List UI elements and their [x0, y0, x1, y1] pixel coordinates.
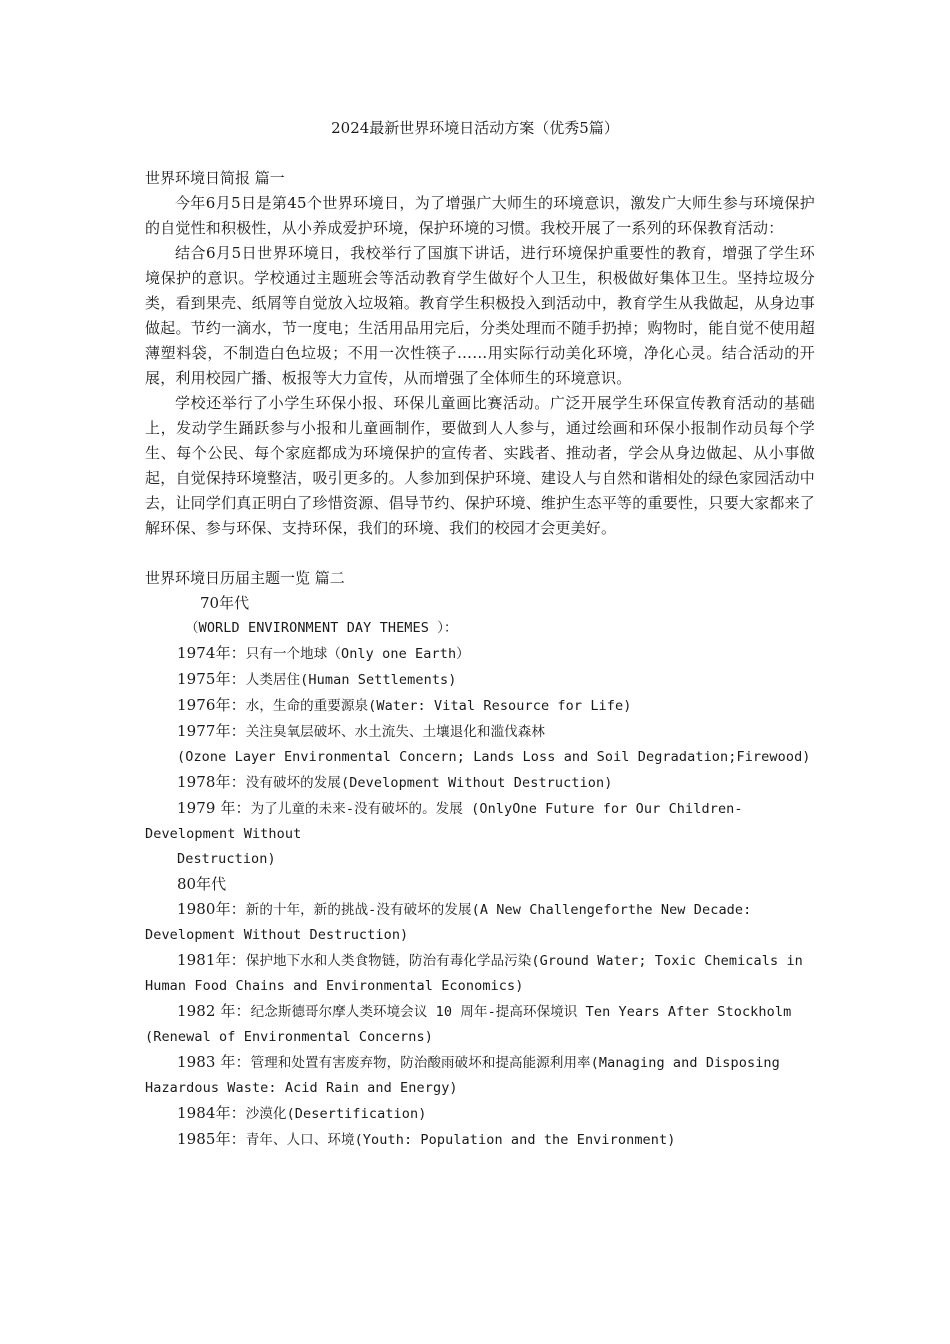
decade-heading-80s: 80年代	[177, 875, 227, 893]
spacer	[145, 541, 815, 566]
theme-text: 关注臭氧层破坏、水土流失、土壤退化和滥伐森林	[245, 724, 545, 740]
themes-label: （WORLD ENVIRONMENT DAY THEMES ）：	[185, 620, 458, 636]
theme-item	[145, 897, 815, 948]
theme-text-continued: Destruction)	[177, 851, 276, 867]
paragraph: 今年6月5日是第45个世界环境日，为了增强广大师生的环境意识，激发广大师生参与环境保护的自觉性和积极性，从小养成爱护环境，保护环境的习惯。我校开展了一系列的环保教育活动：	[145, 194, 815, 237]
theme-text: 管理和处置有害废弃物，防治酸雨破坏和提高能源利用率(Managing and Disposing Hazardous Waste: Acid Rain and Energy)	[145, 1055, 780, 1096]
theme-year: 1985年：	[177, 1130, 246, 1148]
theme-item	[145, 796, 815, 847]
theme-text: 沙漠化(Desertification)	[245, 1106, 427, 1122]
theme-text: 水，生命的重要源泉(Water: Vital Resource for Life)	[245, 698, 632, 714]
theme-item	[145, 719, 815, 745]
document-title: 2024最新世界环境日活动方案（优秀5篇）	[331, 119, 619, 137]
section-heading-1: 世界环境日简报 篇一	[145, 169, 285, 187]
theme-year: 1977年：	[177, 722, 246, 740]
theme-text: 新的十年，新的挑战-没有破坏的发展(A New Challengeforthe New Decade: Development Without Destruction)	[145, 902, 752, 943]
paragraph: 结合6月5日世界环境日，我校举行了国旗下讲话，进行环境保护重要性的教育，增强了学生环境保护的意识。学校通过主题班会等活动教育学生做好个人卫生，积极做好集体卫生。坚持垃圾分类，看到果壳、纸屑等自觉放入垃圾箱。教育学生积极投入到活动中，教育学生从我做起，从身边事做起。节约一滴水，节一度电；生活用品用完后，分类处理而不随手扔掉；购物时，能自觉不使用超薄塑料袋，不制造白色垃圾；不用一次性筷子……用实际行动美化环境，净化心灵。结合活动的开展，利用校园广播、板报等大力宣传，从而增强了全体师生的环境意识。	[145, 244, 815, 387]
theme-year: 1983 年：	[177, 1053, 251, 1071]
theme-item	[145, 667, 815, 693]
theme-year: 1975年：	[177, 670, 246, 688]
theme-list-70s	[145, 641, 815, 872]
theme-year: 1984年：	[177, 1104, 246, 1122]
theme-list-80s	[145, 897, 815, 1153]
theme-text: 只有一个地球（Only one Earth）	[245, 646, 470, 662]
theme-text: 没有破坏的发展(Development Without Destruction)	[245, 775, 613, 791]
theme-item	[145, 1127, 815, 1153]
theme-year: 1976年：	[177, 696, 246, 714]
theme-item	[145, 641, 815, 667]
theme-year: 1979 年：	[177, 799, 251, 817]
theme-year: 1978年：	[177, 773, 246, 791]
theme-text: 人类居住(Human Settlements)	[245, 672, 457, 688]
theme-year: 1982 年：	[177, 1002, 251, 1020]
theme-text: 纪念斯德哥尔摩人类环境会议 10 周年-提高环保境识 Ten Years After Stockholm (Renewal of Environmental Concerns)	[145, 1004, 792, 1045]
theme-year: 1980年：	[177, 900, 246, 918]
theme-text: 青年、人口、环境(Youth: Population and the Environment)	[245, 1132, 676, 1148]
theme-item	[145, 693, 815, 719]
document-body	[145, 166, 815, 1153]
paragraph: 学校还举行了小学生环保小报、环保儿童画比赛活动。广泛开展学生环保宣传教育活动的基础上，发动学生踊跃参与小报和儿童画制作，要做到人人参与，通过绘画和环保小报制作动员每个学生、每个公民、每个家庭都成为环境保护的宣传者、实践者、推动者，学会从身边做起、从小事做起，自觉保持环境整洁，吸引更多的。人参加到保护环境、建设人与自然和谐相处的绿色家园活动中去，让同学们真正明白了珍惜资源、倡导节约、保护环境、维护生态平等的重要性，只要大家都来了解环保、参与环保、支持环保，我们的环境、我们的校园才会更美好。	[145, 394, 815, 537]
theme-year: 1974年：	[177, 644, 246, 662]
theme-text-continued: (Ozone Layer Environmental Concern; Lands Loss and Soil Degradation;Firewood)	[177, 749, 811, 765]
theme-item	[145, 1101, 815, 1127]
theme-year: 1981年：	[177, 951, 246, 969]
decade-heading-70s: 70年代	[200, 594, 250, 612]
theme-text: 为了儿童的未来-没有破坏的。发展 (OnlyOne Future for Our Children-Development Without	[145, 801, 743, 842]
theme-item	[145, 1050, 815, 1101]
theme-item	[145, 770, 815, 796]
theme-item	[145, 999, 815, 1050]
theme-text: 保护地下水和人类食物链，防治有毒化学品污染(Ground Water; Toxic Chemicals in Human Food Chains and Environmental Economics)	[145, 953, 803, 994]
section-heading-2: 世界环境日历届主题一览 篇二	[145, 569, 345, 587]
theme-item	[145, 948, 815, 999]
